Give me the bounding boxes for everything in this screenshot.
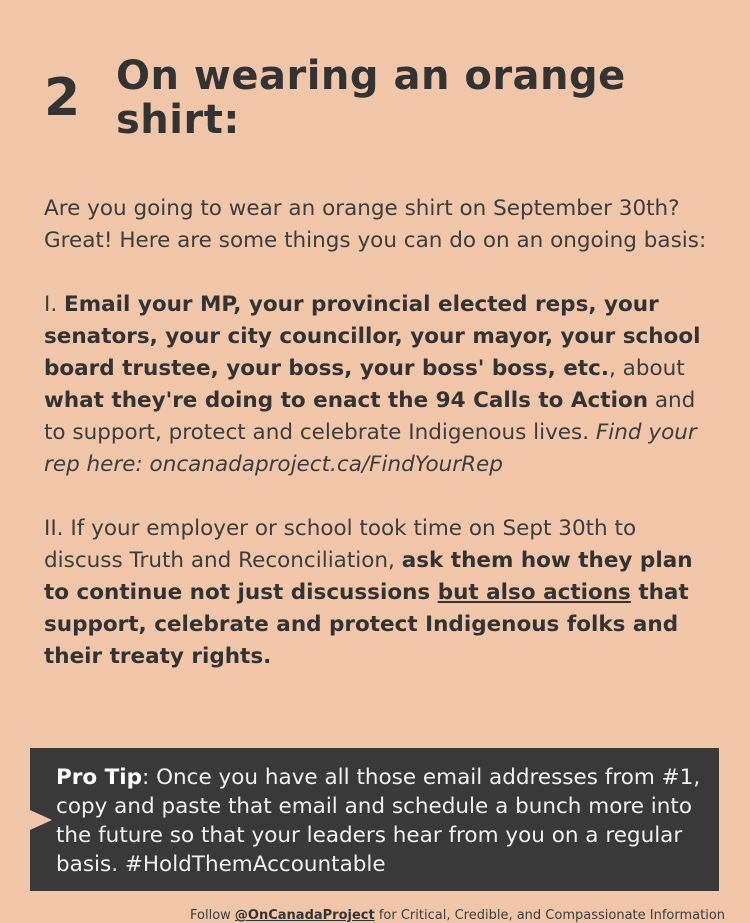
item-2-bold-rights: that support, celebrate and protect Indigenous folks and their treaty rights. xyxy=(44,580,689,669)
section-title: On wearing an orange shirt: xyxy=(116,53,626,143)
item-1-text-support: and to support, protect and celebrate Indigenous lives. xyxy=(44,388,696,445)
item-2-underline-actions: but also actions xyxy=(437,580,631,605)
footer-prefix: Follow xyxy=(190,908,235,923)
item-2-bold-ask: ask them how they plan to continue not just discussions xyxy=(44,548,693,605)
item-1-prefix: I. xyxy=(44,292,65,317)
item-2-paragraph xyxy=(44,513,714,673)
footer-credit xyxy=(190,908,750,923)
pro-tip-notch xyxy=(30,810,52,830)
body-text xyxy=(44,193,714,673)
footer-suffix: for Critical, Credible, and Compassionate Information xyxy=(374,908,726,923)
intro-paragraph: Are you going to wear an orange shirt on September 30th? Great! Here are some things you can do on an ongoing basis: xyxy=(44,196,707,253)
item-1-text-about: , about xyxy=(609,356,685,381)
pro-tip-label: Pro Tip xyxy=(56,765,143,790)
item-1-paragraph xyxy=(44,289,714,481)
item-1-bold-calls: what they're doing to enact the 94 Calls to Action xyxy=(44,388,649,413)
item-2-text: II. If your employer or school took time on Sept 30th to discuss Truth and Reconciliation, xyxy=(44,516,637,573)
pro-tip-text xyxy=(56,763,716,879)
section-number: 2 xyxy=(44,68,81,128)
pro-tip-body: : Once you have all those email addresses from #1, copy and paste that email and schedule a bunch more into the future so that your leaders hear from you on a regular basis. #HoldThemAccountable xyxy=(56,765,701,877)
footer-handle[interactable]: @OnCanadaProject xyxy=(234,908,375,923)
item-1-bold-recipients: Email your MP, your provincial elected reps, your senators, your city councillor, your mayor, your school board trustee, your boss, your boss' boss, etc. xyxy=(44,292,701,381)
item-1-find-rep-link: Find your rep here: oncanadaproject.ca/FindYourRep xyxy=(44,420,697,477)
